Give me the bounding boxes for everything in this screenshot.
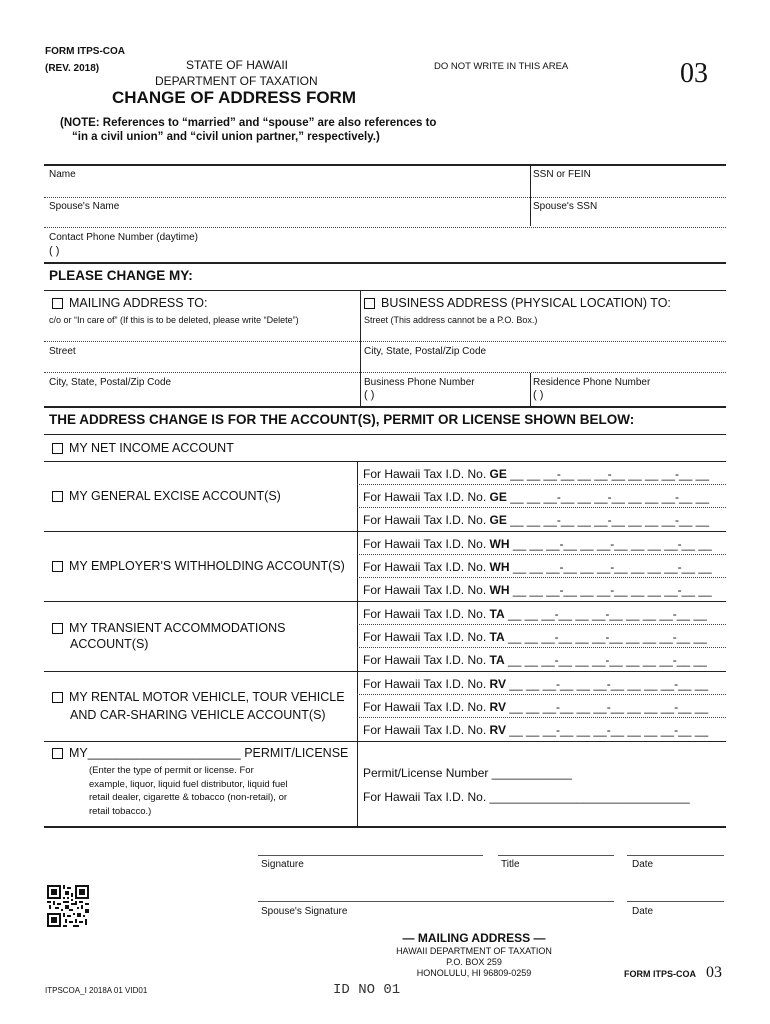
permit-taxid-field[interactable]: For Hawaii Tax I.D. No. ______________________________ <box>363 790 690 804</box>
file-code: ITPSCOA_I 2018A 01 VID01 <box>45 986 148 995</box>
spouse-signature-label: Spouse's Signature <box>261 906 348 917</box>
care-of-label: c/o or “In care of” (If this is to be deleted, please write “Delete”) <box>49 315 299 325</box>
divider <box>530 373 531 406</box>
transient-label-2: ACCOUNT(S) <box>70 637 149 651</box>
divider <box>357 624 726 625</box>
general-excise-option[interactable] <box>52 489 281 503</box>
rental-option[interactable] <box>52 690 345 704</box>
signature-label: Signature <box>261 859 304 870</box>
rv-taxid-line-1[interactable]: For Hawaii Tax I.D. No. RV __ __ __-__ __ __-__ __ __ __-__ __ <box>363 677 709 691</box>
business-address-checkbox[interactable] <box>364 298 375 309</box>
divider <box>357 484 726 485</box>
form-code: 03 <box>680 58 708 89</box>
transient-checkbox[interactable] <box>52 623 63 634</box>
net-income-label: MY NET INCOME ACCOUNT <box>69 441 234 455</box>
divider <box>44 372 726 373</box>
mailing-address-label: MAILING ADDRESS TO: <box>69 296 208 310</box>
withholding-checkbox[interactable] <box>52 561 63 572</box>
divider <box>357 577 726 578</box>
note-line-2: “in a civil union” and “civil union partner,” respectively.) <box>72 131 380 143</box>
footer-form-code: 03 <box>706 964 722 981</box>
footer-form-id: FORM ITPS-COA <box>624 969 696 979</box>
transient-option[interactable] <box>52 621 285 635</box>
withholding-label: MY EMPLOYER'S WITHHOLDING ACCOUNT(S) <box>69 559 345 573</box>
title-line[interactable] <box>498 855 614 856</box>
divider <box>357 647 726 648</box>
residence-phone-label: Residence Phone Number <box>533 377 651 388</box>
divider <box>44 741 726 742</box>
city-label: City, State, Postal/Zip Code <box>49 377 172 388</box>
business-street-label: Street (This address cannot be a P.O. Box.) <box>364 315 538 325</box>
revision: (REV. 2018) <box>45 63 100 74</box>
contact-phone-label: Contact Phone Number (daytime) <box>49 232 198 243</box>
date-line[interactable] <box>627 855 724 856</box>
street-field[interactable] <box>44 357 359 371</box>
rental-checkbox[interactable] <box>52 692 63 703</box>
divider <box>357 694 726 695</box>
business-phone-field[interactable]: ( ) <box>364 389 375 401</box>
divider <box>357 717 726 718</box>
divider <box>44 290 726 291</box>
residence-phone-field[interactable]: ( ) <box>533 389 544 401</box>
divider <box>44 406 726 408</box>
ssn-field[interactable] <box>531 168 726 196</box>
ge-taxid-line-3[interactable]: For Hawaii Tax I.D. No. GE __ __ __-__ __ __-__ __ __ __-__ __ <box>363 513 710 527</box>
general-excise-label: MY GENERAL EXCISE ACCOUNT(S) <box>69 489 281 503</box>
rental-label-2: AND CAR-SHARING VEHICLE ACCOUNT(S) <box>70 708 326 722</box>
permit-number-field[interactable]: Permit/License Number ____________ <box>363 766 572 780</box>
net-income-option[interactable] <box>52 441 234 455</box>
transient-label-1: MY TRANSIENT ACCOMMODATIONS <box>69 621 286 635</box>
spouse-name-field[interactable] <box>44 200 530 225</box>
ta-taxid-line-2[interactable]: For Hawaii Tax I.D. No. TA __ __ __-__ __ __-__ __ __ __-__ __ <box>363 630 707 644</box>
id-number: ID NO 01 <box>333 982 401 998</box>
do-not-write-label: DO NOT WRITE IN THIS AREA <box>434 61 569 72</box>
divider <box>44 341 726 342</box>
divider <box>44 197 726 198</box>
divider <box>44 461 726 462</box>
page-title: CHANGE OF ADDRESS FORM <box>112 88 356 107</box>
permit-my-label: MY <box>69 746 88 760</box>
city-field[interactable] <box>44 388 359 404</box>
title-label: Title <box>501 859 520 870</box>
divider <box>44 671 726 672</box>
rental-label-1: MY RENTAL MOTOR VEHICLE, TOUR VEHICLE <box>69 690 345 704</box>
wh-taxid-line-3[interactable]: For Hawaii Tax I.D. No. WH __ __ __-__ __ __-__ __ __ __-__ __ <box>363 583 712 597</box>
divider <box>357 461 358 826</box>
permit-checkbox[interactable] <box>52 748 63 759</box>
ta-taxid-line-1[interactable]: For Hawaii Tax I.D. No. TA __ __ __-__ __ __-__ __ __ __-__ __ <box>363 607 707 621</box>
general-excise-checkbox[interactable] <box>52 491 63 502</box>
spouse-name-label: Spouse's Name <box>49 201 120 212</box>
spouse-signature-line[interactable] <box>258 901 614 902</box>
business-street-field[interactable] <box>361 326 726 340</box>
street-label: Street <box>49 346 76 357</box>
ta-taxid-line-3[interactable]: For Hawaii Tax I.D. No. TA __ __ __-__ __ __-__ __ __ __-__ __ <box>363 653 707 667</box>
permit-type-field[interactable]: ______________________ <box>87 746 241 760</box>
name-label: Name <box>49 169 76 180</box>
wh-taxid-line-1[interactable]: For Hawaii Tax I.D. No. WH __ __ __-__ __ __-__ __ __ __-__ __ <box>363 537 712 551</box>
divider <box>357 554 726 555</box>
qr-code-icon <box>47 885 89 927</box>
rv-taxid-line-3[interactable]: For Hawaii Tax I.D. No. RV __ __ __-__ __ __-__ __ __ __-__ __ <box>363 723 709 737</box>
signature-line[interactable] <box>258 855 483 856</box>
mailing-address-checkbox[interactable] <box>52 298 63 309</box>
divider <box>44 826 726 828</box>
state-name: STATE OF HAWAII <box>186 58 288 72</box>
date-label: Date <box>632 859 654 870</box>
mailing-address-heading: — MAILING ADDRESS — <box>402 931 546 945</box>
divider <box>44 262 726 264</box>
business-city-label: City, State, Postal/Zip Code <box>364 346 487 357</box>
spouse-date-line[interactable] <box>627 901 724 902</box>
divider <box>360 290 361 406</box>
mailing-address: HAWAII DEPARTMENT OF TAXATION P.O. BOX 259 HONOLULU, HI 96809-0259 <box>396 946 552 978</box>
business-city-field[interactable] <box>361 357 726 371</box>
business-address-option[interactable] <box>364 296 671 310</box>
spouse-ssn-label: Spouse's SSN <box>533 201 598 212</box>
permit-license-label: PERMIT/LICENSE <box>244 746 349 760</box>
form-id: FORM ITPS-COA <box>45 46 125 57</box>
divider <box>44 227 726 228</box>
accounts-heading: THE ADDRESS CHANGE IS FOR THE ACCOUNT(S), PERMIT OR LICENSE SHOWN BELOW: <box>49 412 635 427</box>
business-address-label: BUSINESS ADDRESS (PHYSICAL LOCATION) TO: <box>381 296 671 310</box>
divider <box>44 601 726 602</box>
ssn-label: SSN or FEIN <box>533 169 591 180</box>
divider <box>44 164 726 166</box>
care-of-field[interactable] <box>44 326 359 340</box>
note-line-1: (NOTE: References to “married” and “spouse” are also references to <box>60 117 437 129</box>
business-phone-label: Business Phone Number <box>364 377 475 388</box>
divider <box>44 434 726 435</box>
department-name: DEPARTMENT OF TAXATION <box>155 74 318 88</box>
ge-taxid-line-2[interactable]: For Hawaii Tax I.D. No. GE __ __ __-__ __ __-__ __ __ __-__ __ <box>363 490 710 504</box>
spouse-date-label: Date <box>632 906 654 917</box>
permit-note: (Enter the type of permit or license. For example, liquor, liquid fuel distributor, liquid fuel retail dealer, cigarette & tobacco (non-retail), or retail tobacco.) <box>89 765 288 817</box>
change-heading: PLEASE CHANGE MY: <box>49 268 193 283</box>
contact-phone-field[interactable]: ( ) <box>49 245 60 257</box>
spouse-ssn-field[interactable] <box>531 200 726 225</box>
withholding-option[interactable] <box>52 559 345 573</box>
rv-taxid-line-2[interactable]: For Hawaii Tax I.D. No. RV __ __ __-__ __ __-__ __ __ __-__ __ <box>363 700 709 714</box>
ge-taxid-line-1[interactable]: For Hawaii Tax I.D. No. GE __ __ __-__ __ __-__ __ __ __-__ __ <box>363 467 710 481</box>
net-income-checkbox[interactable] <box>52 443 63 454</box>
mailing-address-option[interactable] <box>52 296 207 310</box>
permit-option[interactable] <box>52 746 348 760</box>
wh-taxid-line-2[interactable]: For Hawaii Tax I.D. No. WH __ __ __-__ __ __-__ __ __ __-__ __ <box>363 560 712 574</box>
divider <box>44 531 726 532</box>
name-field[interactable] <box>44 168 530 196</box>
divider <box>357 507 726 508</box>
